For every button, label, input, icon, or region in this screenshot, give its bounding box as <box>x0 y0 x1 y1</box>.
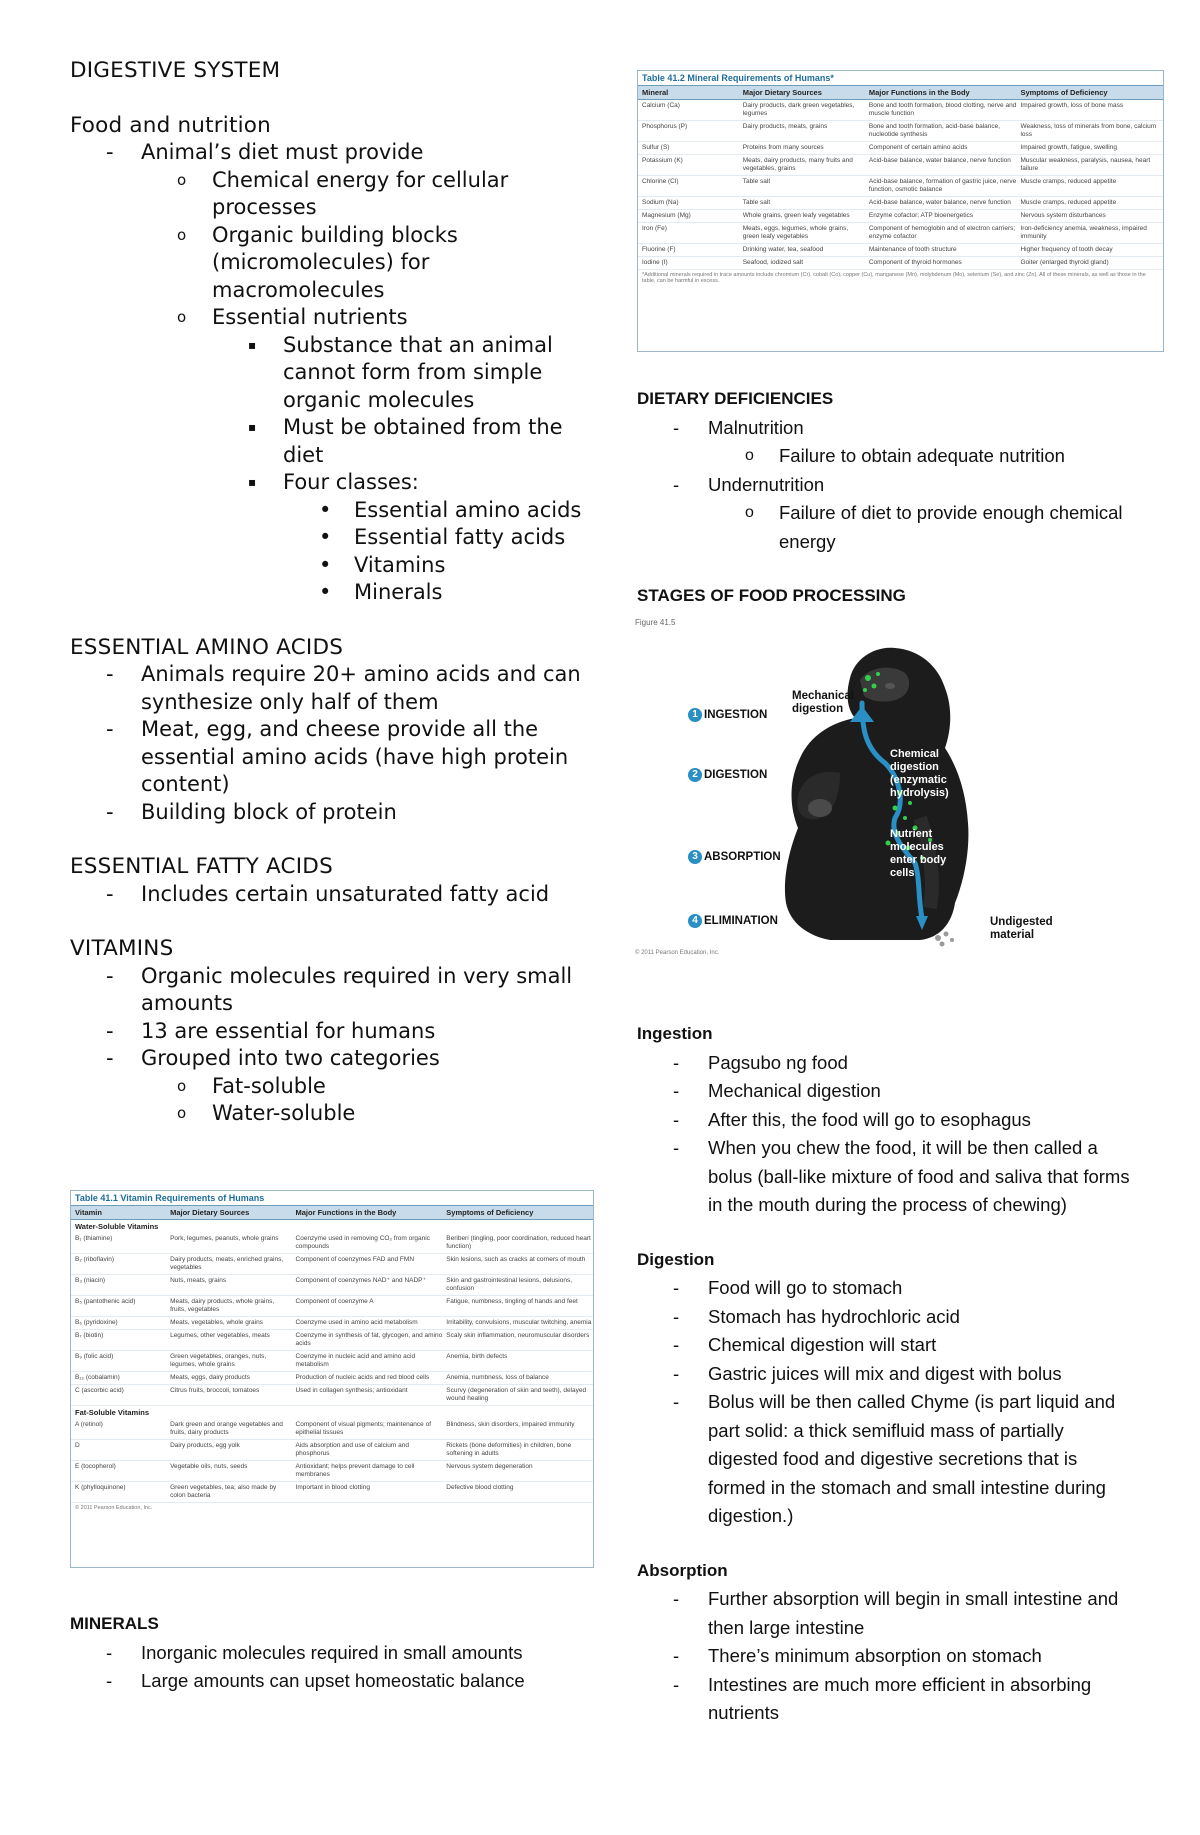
table-cell: Blindness, skin disorders, impaired immunity <box>446 1421 575 1428</box>
table-row <box>638 155 1163 176</box>
table-cell: Rickets (bone deformities) in children, bone softening in adults <box>446 1442 572 1457</box>
list-item: - Building block of protein <box>106 799 397 824</box>
table-cell: Proteins from many sources <box>742 144 824 151</box>
table-cell: Skin lesions, such as cracks at corners of mouth <box>446 1256 586 1263</box>
table-cell: Skin and gastrointestinal lesions, delusions, confusion <box>446 1277 573 1292</box>
list-item: - Pagsubo ng food <box>673 1051 848 1073</box>
list-item: o Essential nutrients <box>177 305 408 329</box>
list-item: - Includes certain unsaturated fatty acid <box>106 881 550 906</box>
table-row <box>638 197 1163 210</box>
table-row <box>71 1317 593 1330</box>
table-cell: Seafood, iodized salt <box>742 259 804 266</box>
figure-credit: © 2011 Pearson Education, Inc. <box>635 950 720 956</box>
table-cell: Dairy products, meats, grains <box>742 123 828 130</box>
table-cell: Production of nucleic acids and red blood cells <box>295 1374 430 1381</box>
table-footer: © 2011 Pearson Education, Inc. <box>75 1505 153 1511</box>
list-item: ▪ Four classes: <box>248 470 419 494</box>
table-cell: Weakness, loss of minerals from bone, calcium loss <box>1020 123 1157 138</box>
table-cell: K (phylloquinone) <box>75 1484 126 1491</box>
stage-elimination: 4 ELIMINATION <box>688 914 778 928</box>
list-item: - Meat, egg, and cheese provide all the essential amino acids (have high protein content) <box>106 717 569 796</box>
dietary-deficiencies-heading: DIETARY DEFICIENCIES <box>637 389 834 408</box>
table-cell: Iron (Fe) <box>642 225 667 232</box>
figure-caption: Figure 41.5 <box>635 618 676 627</box>
table-cell: Acid-base balance, formation of gastric juice, nerve function, osmotic balance <box>868 178 1017 193</box>
table-cell: Nervous system degeneration <box>446 1463 533 1470</box>
list-item: - Animals require 20+ amino acids and can synthesize only half of them <box>106 662 581 714</box>
nutrient-molecules-label: Nutrient molecules enter body cells <box>890 828 947 879</box>
table-row <box>638 210 1163 223</box>
digestion-heading: Digestion <box>637 1249 715 1269</box>
table-cell: Defective blood clotting <box>446 1484 514 1491</box>
page-title: DIGESTIVE SYSTEM <box>70 58 281 83</box>
table-cell: Iron-deficiency anemia, weakness, impaired immunity <box>1020 225 1147 240</box>
table-row <box>71 1385 593 1406</box>
vitamins-heading: VITAMINS <box>70 936 174 961</box>
table-row <box>638 176 1163 197</box>
table-cell: Nervous system disturbances <box>1020 212 1106 219</box>
table-cell: A (retinol) <box>75 1421 103 1428</box>
table-cell: Green vegetables, tea; also made by colon bacteria <box>170 1484 277 1499</box>
table-cell: Potassium (K) <box>642 157 683 164</box>
right-column <box>637 385 1137 611</box>
list-item: - 13 are essential for humans <box>106 1018 436 1043</box>
table-row <box>71 1440 593 1461</box>
left-column <box>70 0 590 1128</box>
table-cell: B₁₂ (cobalamin) <box>75 1374 120 1381</box>
list-item: - Large amounts can upset homeostatic balance <box>106 1670 525 1691</box>
table-row <box>638 244 1163 257</box>
table-cell: Component of hemoglobin and of electron carriers; enzyme cofactor <box>868 225 1016 240</box>
table-cell: Component of coenzymes FAD and FMN <box>295 1256 415 1263</box>
table-cell: Dairy products, egg yolk <box>170 1442 240 1449</box>
list-item: - Gastric juices will mix and digest with bolus <box>673 1362 1062 1384</box>
list-item: - Undernutrition <box>673 473 825 495</box>
table-cell: D <box>75 1442 80 1449</box>
list-item: - Inorganic molecules required in small amounts <box>106 1641 523 1663</box>
table-cell: Meats, dairy products, whole grains, fruits, vegetables <box>170 1298 275 1313</box>
table-cell: Higher frequency of tooth decay <box>1020 246 1113 253</box>
minerals-heading: MINERALS <box>70 1614 159 1633</box>
table-cell: Coenzyme used in amino acid metabolism <box>295 1319 418 1326</box>
table-section-label: Fat-Soluble Vitamins <box>75 1408 150 1417</box>
table-cell: Meats, dairy products, many fruits and vegetables, grains <box>742 157 853 172</box>
table-cell: Legumes, other vegetables, meats <box>170 1332 270 1339</box>
table-cell: Component of visual pigments; maintenance of epithelial tissues <box>295 1421 432 1436</box>
table-caption: Table 41.1 Vitamin Requirements of Humans <box>75 1193 265 1203</box>
table-cell: B₅ (pantothenic acid) <box>75 1298 136 1305</box>
table-row <box>638 257 1163 270</box>
table-footer: *Additional minerals required in trace amounts include chromium (Cr), cobalt (Co), copper (Cu), manganese (Mn), molybdenum (Mo), selenium (Se), and zinc (Zn). All of these minerals, as well as those in the table, can be harmful in excess. <box>642 272 1146 284</box>
table-row <box>71 1351 593 1372</box>
table-row <box>638 100 1163 121</box>
table-cell: Maintenance of tooth structure <box>868 246 957 253</box>
list-item: • Essential fatty acids <box>319 525 566 549</box>
list-item: - Stomach has hydrochloric acid <box>673 1305 960 1327</box>
table-row <box>71 1330 593 1351</box>
list-item: o Fat-soluble <box>177 1073 326 1098</box>
table-row <box>71 1461 593 1482</box>
table-cell: Citrus fruits, broccoli, tomatoes <box>170 1387 260 1394</box>
table-cell: Fatigue, numbness, tingling of hands and feet <box>446 1298 578 1305</box>
table-cell: Drinking water, tea, seafood <box>742 246 824 253</box>
table-cell: Component of certain amino acids <box>868 144 968 151</box>
table-cell: Iodine (I) <box>642 259 668 266</box>
table-cell: B₇ (biotin) <box>75 1332 104 1339</box>
list-item: - Malnutrition <box>673 416 804 438</box>
table-cell: Magnesium (Mg) <box>642 212 691 219</box>
table-cell: Bone and tooth formation, blood clotting, nerve and muscle function <box>868 102 1017 117</box>
table-row <box>71 1233 593 1254</box>
stage-digestion: 2 DIGESTION <box>688 768 767 782</box>
table-row <box>71 1275 593 1296</box>
table-cell: Coenzyme used in removing CO₂ from organic compounds <box>295 1235 430 1250</box>
table-cell: Dairy products, dark green vegetables, legumes <box>742 102 855 117</box>
table-cell: Impaired growth, fatigue, swelling <box>1020 144 1117 151</box>
absorption-heading: Absorption <box>637 1560 728 1580</box>
table-cell: Muscular weakness, paralysis, nausea, heart failure <box>1020 157 1151 172</box>
chemical-digestion-label: Chemical digestion (enzymatic hydrolysis) <box>890 748 949 799</box>
mineral-rows <box>638 100 1163 270</box>
table-cell: Fluorine (F) <box>642 246 676 253</box>
list-item: - Grouped into two categories <box>106 1046 440 1070</box>
minerals-section <box>70 1610 590 1696</box>
table-cell: Sulfur (S) <box>642 144 670 151</box>
food-nutrition-heading: Food and nutrition <box>70 112 271 138</box>
amino-acids-heading: ESSENTIAL AMINO ACIDS <box>70 634 344 660</box>
list-item: o Failure of diet to provide enough chemical energy <box>745 502 1123 552</box>
table-row <box>71 1296 593 1317</box>
list-item: - There’s minimum absorption on stomach <box>673 1645 1042 1666</box>
table-cell: E (tocopherol) <box>75 1463 116 1470</box>
list-item: - Animal’s diet must provide <box>106 140 424 164</box>
table-cell: Pork, legumes, peanuts, whole grains <box>170 1235 279 1242</box>
table-cell: Meats, eggs, dairy products <box>170 1374 250 1381</box>
list-item: o Chemical energy for cellular processes <box>177 167 509 219</box>
stage-ingestion: 1 INGESTION <box>688 708 767 722</box>
table-cell: Impaired growth, loss of bone mass <box>1020 102 1124 109</box>
water-soluble-rows <box>71 1233 593 1406</box>
table-row <box>638 223 1163 244</box>
list-item: o Water-soluble <box>177 1101 356 1125</box>
table-cell: Dairy products, meats, enriched grains, vegetables <box>170 1256 284 1271</box>
table-row <box>71 1254 593 1275</box>
table-caption: Table 41.2 Mineral Requirements of Humans* <box>642 73 834 83</box>
undigested-material-label: Undigested material <box>990 916 1053 941</box>
table-cell: Aids absorption and use of calcium and phosphorus <box>295 1442 409 1457</box>
list-item: - Organic molecules required in very small amounts <box>106 963 573 1015</box>
table-cell: Bone and tooth formation, acid-base balance, nucleotide synthesis <box>868 123 1001 138</box>
table-cell: Scaly skin inflammation, neuromuscular disorders <box>446 1332 590 1339</box>
table-cell: Anemia, birth defects <box>446 1353 508 1360</box>
table-cell: Component of thyroid hormones <box>868 259 962 266</box>
list-item: - Chemical digestion will start <box>673 1334 937 1355</box>
table-cell: Whole grains, green leafy vegetables <box>742 212 850 219</box>
table-cell: Coenzyme in synthesis of fat, glycogen, and amino acids <box>295 1332 443 1347</box>
list-item: - Bolus will be then called Chyme (is part liquid and part solid: a thick semifluid mass of partially digested food and digestive secretions that is formed in the stomach and small intestine during digestion.) <box>673 1391 1116 1526</box>
list-item: - When you chew the food, it will be then called a bolus (ball-like mixture of food and saliva that forms in the mouth during the process of chewing) <box>673 1137 1130 1215</box>
table-cell: Nuts, meats, grains <box>170 1277 227 1284</box>
table-cell: Meats, eggs, legumes, whole grains, green leafy vegetables <box>742 225 849 240</box>
table-cell: Component of coenzyme A <box>295 1298 374 1305</box>
table-cell: Beriberi (tingling, poor coordination, reduced heart function) <box>446 1235 591 1250</box>
table-cell: Antioxidant; helps prevent damage to cell membranes <box>295 1463 415 1478</box>
table-cell: B₂ (riboflavin) <box>75 1256 115 1263</box>
table-cell: Muscle cramps, reduced appetite <box>1020 199 1117 206</box>
table-row <box>71 1372 593 1385</box>
table-cell: Dark green and orange vegetables and fruits, dairy products <box>170 1421 283 1436</box>
list-item: - Intestines are much more efficient in absorbing nutrients <box>673 1673 1092 1723</box>
mechanical-digestion-label: Mechanical digestion <box>792 690 854 715</box>
list-item: ▪ Substance that an animal cannot form from simple organic molecules <box>248 332 553 412</box>
stages-heading: STAGES OF FOOD PROCESSING <box>637 586 906 605</box>
list-item: - Food will go to stomach <box>673 1277 903 1298</box>
table-header: Mineral Major Dietary Sources Major Functions in the Body Symptoms of Deficiency <box>638 85 1163 100</box>
table-cell: Acid-base balance, water balance, nerve function <box>868 199 1011 206</box>
list-item: • Vitamins <box>319 552 446 577</box>
list-item: - Further absorption will begin in small intestine and then large intestine <box>673 1588 1119 1638</box>
table-cell: C (ascorbic acid) <box>75 1387 124 1394</box>
table-cell: Table salt <box>742 199 771 206</box>
list-item: o Organic building blocks (micromolecules) for macromolecules <box>177 222 458 302</box>
table-cell: B₃ (niacin) <box>75 1277 106 1284</box>
list-item: • Essential amino acids <box>319 497 582 522</box>
table-cell: Used in collagen synthesis; antioxidant <box>295 1387 408 1394</box>
table-cell: Coenzyme in nucleic acid and amino acid metabolism <box>295 1353 416 1368</box>
table-row <box>638 142 1163 155</box>
table-cell: Enzyme cofactor; ATP bioenergetics <box>868 212 974 219</box>
table-cell: Anemia, numbness, loss of balance <box>446 1374 549 1381</box>
table-cell: Component of coenzymes NAD⁺ and NADP⁺ <box>295 1277 426 1284</box>
table-cell: Chlorine (Cl) <box>642 178 679 185</box>
list-item: • Minerals <box>319 580 443 604</box>
table-row <box>71 1482 593 1503</box>
table-cell: Calcium (Ca) <box>642 102 680 109</box>
table-cell: Acid-base balance, water balance, nerve function <box>868 157 1011 164</box>
table-cell: Important in blood clotting <box>295 1484 370 1491</box>
stage-absorption: 3 ABSORPTION <box>688 850 781 864</box>
table-section-label: Water-Soluble Vitamins <box>75 1222 159 1231</box>
mineral-requirements-table <box>637 70 1164 352</box>
table-cell: Sodium (Na) <box>642 199 679 206</box>
table-cell: Irritability, convulsions, muscular twitching, anemia <box>446 1319 592 1326</box>
table-cell: Table salt <box>742 178 771 185</box>
table-cell: B₉ (folic acid) <box>75 1353 114 1360</box>
right-column-lower <box>637 1020 1137 1728</box>
food-processing-figure <box>635 618 1053 958</box>
list-item: ▪ Must be obtained from the diet <box>248 415 563 467</box>
table-header: Vitamin Major Dietary Sources Major Functions in the Body Symptoms of Deficiency <box>71 1205 593 1220</box>
table-cell: Scurvy (degeneration of skin and teeth), delayed wound healing <box>446 1387 587 1402</box>
fatty-acids-heading: ESSENTIAL FATTY ACIDS <box>70 854 333 879</box>
table-cell: Goiter (enlarged thyroid gland) <box>1020 259 1109 266</box>
table-cell: Meats, vegetables, whole grains <box>170 1319 263 1326</box>
table-cell: B₁ (thiamine) <box>75 1235 113 1242</box>
fat-soluble-rows <box>71 1419 593 1503</box>
table-cell: B₆ (pyridoxine) <box>75 1319 118 1326</box>
list-item: o Failure to obtain adequate nutrition <box>745 445 1065 466</box>
list-item: - After this, the food will go to esophagus <box>673 1108 1031 1130</box>
table-row <box>71 1419 593 1440</box>
table-row <box>638 121 1163 142</box>
vitamin-requirements-table <box>70 1190 594 1568</box>
gorilla-image <box>690 618 1050 958</box>
table-cell: Phosphorus (P) <box>642 123 688 130</box>
table-cell: Vegetable oils, nuts, seeds <box>170 1463 248 1470</box>
table-cell: Green vegetables, oranges, nuts, legumes, whole grains <box>170 1353 267 1368</box>
list-item: - Mechanical digestion <box>673 1080 881 1101</box>
ingestion-heading: Ingestion <box>637 1024 713 1043</box>
table-cell: Muscle cramps, reduced appetite <box>1020 178 1117 185</box>
